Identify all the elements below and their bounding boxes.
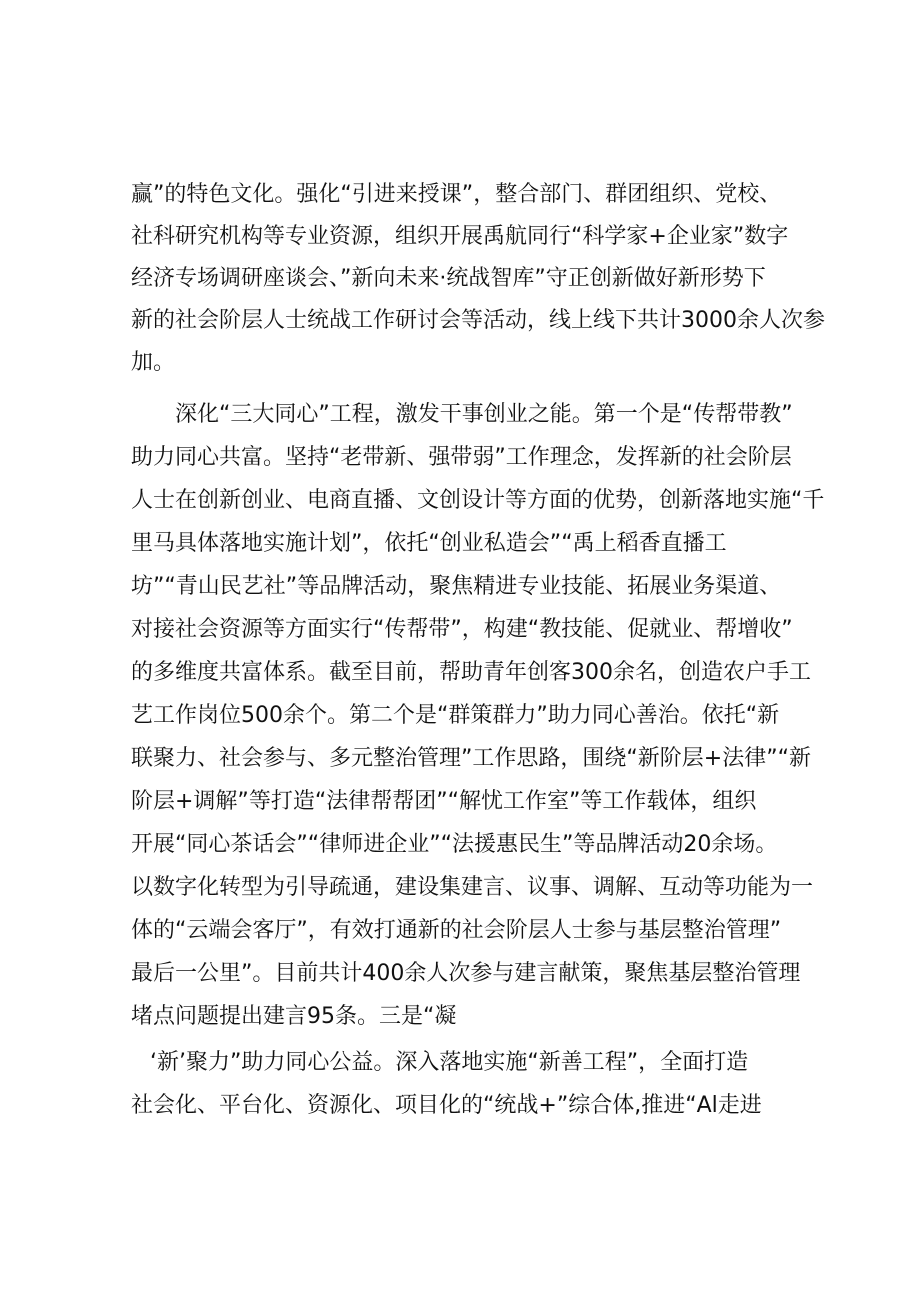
text-line: 艺工作岗位500余个。第二个是“群策群力”助力同心善治。依托“新 xyxy=(131,703,780,728)
text-line: 赢”的特色文化。强化“引进来授课”，整合部门、群团组织、党校、 xyxy=(131,182,782,207)
text-line: 以数字化转型为引导疏通，建设集建言、议事、调解、互动等功能为一 xyxy=(131,875,814,900)
text-line: 体的“云端会客厅”，有效打通新的社会阶层人士参与基层整治管理” xyxy=(131,918,782,943)
text-line: 的多维度共富体系。截至目前，帮助青年创客300余名，创造农户手工 xyxy=(131,660,811,685)
text-line: 新的社会阶层人士统战工作研讨会等活动，线上线下共计3000余人次参 xyxy=(131,308,825,333)
text-line: 最后一公里”。目前共计400余人次参与建言献策，聚焦基层整治管理 xyxy=(131,961,801,986)
text-line: 对接社会资源等方面实行“传帮带”，构建“教技能、促就业、帮增收” xyxy=(131,617,793,642)
text-line: 加。 xyxy=(131,350,176,375)
text-line: 堵点问题提出建言95条。三是“凝 xyxy=(131,1004,457,1029)
text-line: 里马具体落地实施计划”，依托“创业私造会”“禹上稻香直播工 xyxy=(131,531,727,556)
text-line: 开展“同心茶话会”“律师进企业”“法援惠民生”等品牌活动20余场。 xyxy=(131,832,778,857)
text-line: 社科研究机构等专业资源，组织开展禹航同行“科学家+企业家”数字 xyxy=(131,224,789,249)
text-line: 人士在创新创业、电商直播、文创设计等方面的优势，创新落地实施“千 xyxy=(131,488,825,513)
text-line: 阶层+调解”等打造“法律帮帮团”“解忧工作室”等工作载体，组织 xyxy=(131,789,757,814)
paragraph-first-line: ‘新’聚力”助力同心公益。深入落地实施“新善工程”，全面打造 xyxy=(150,1050,749,1075)
text-line: 经济专场调研座谈会、”新向未来·统战智库”守正创新做好新形势下 xyxy=(131,266,766,291)
text-line: 助力同心共富。坚持“老带新、强带弱”工作理念，发挥新的社会阶层 xyxy=(131,445,792,470)
text-line: 联聚力、社会参与、多元整治管理”工作思路，围绕“新阶层+法律”“新 xyxy=(131,746,812,771)
text-line: 坊”“青山民艺社”等品牌活动，聚焦精进专业技能、拓展业务渠道、 xyxy=(131,574,782,599)
text-line: 社会化、平台化、资源化、项目化的“统战+”综合体,推进“Al走进 xyxy=(131,1093,762,1118)
paragraph-first-line: 深化“三大同心”工程，激发干事创业之能。第一个是“传帮带教” xyxy=(175,402,793,427)
